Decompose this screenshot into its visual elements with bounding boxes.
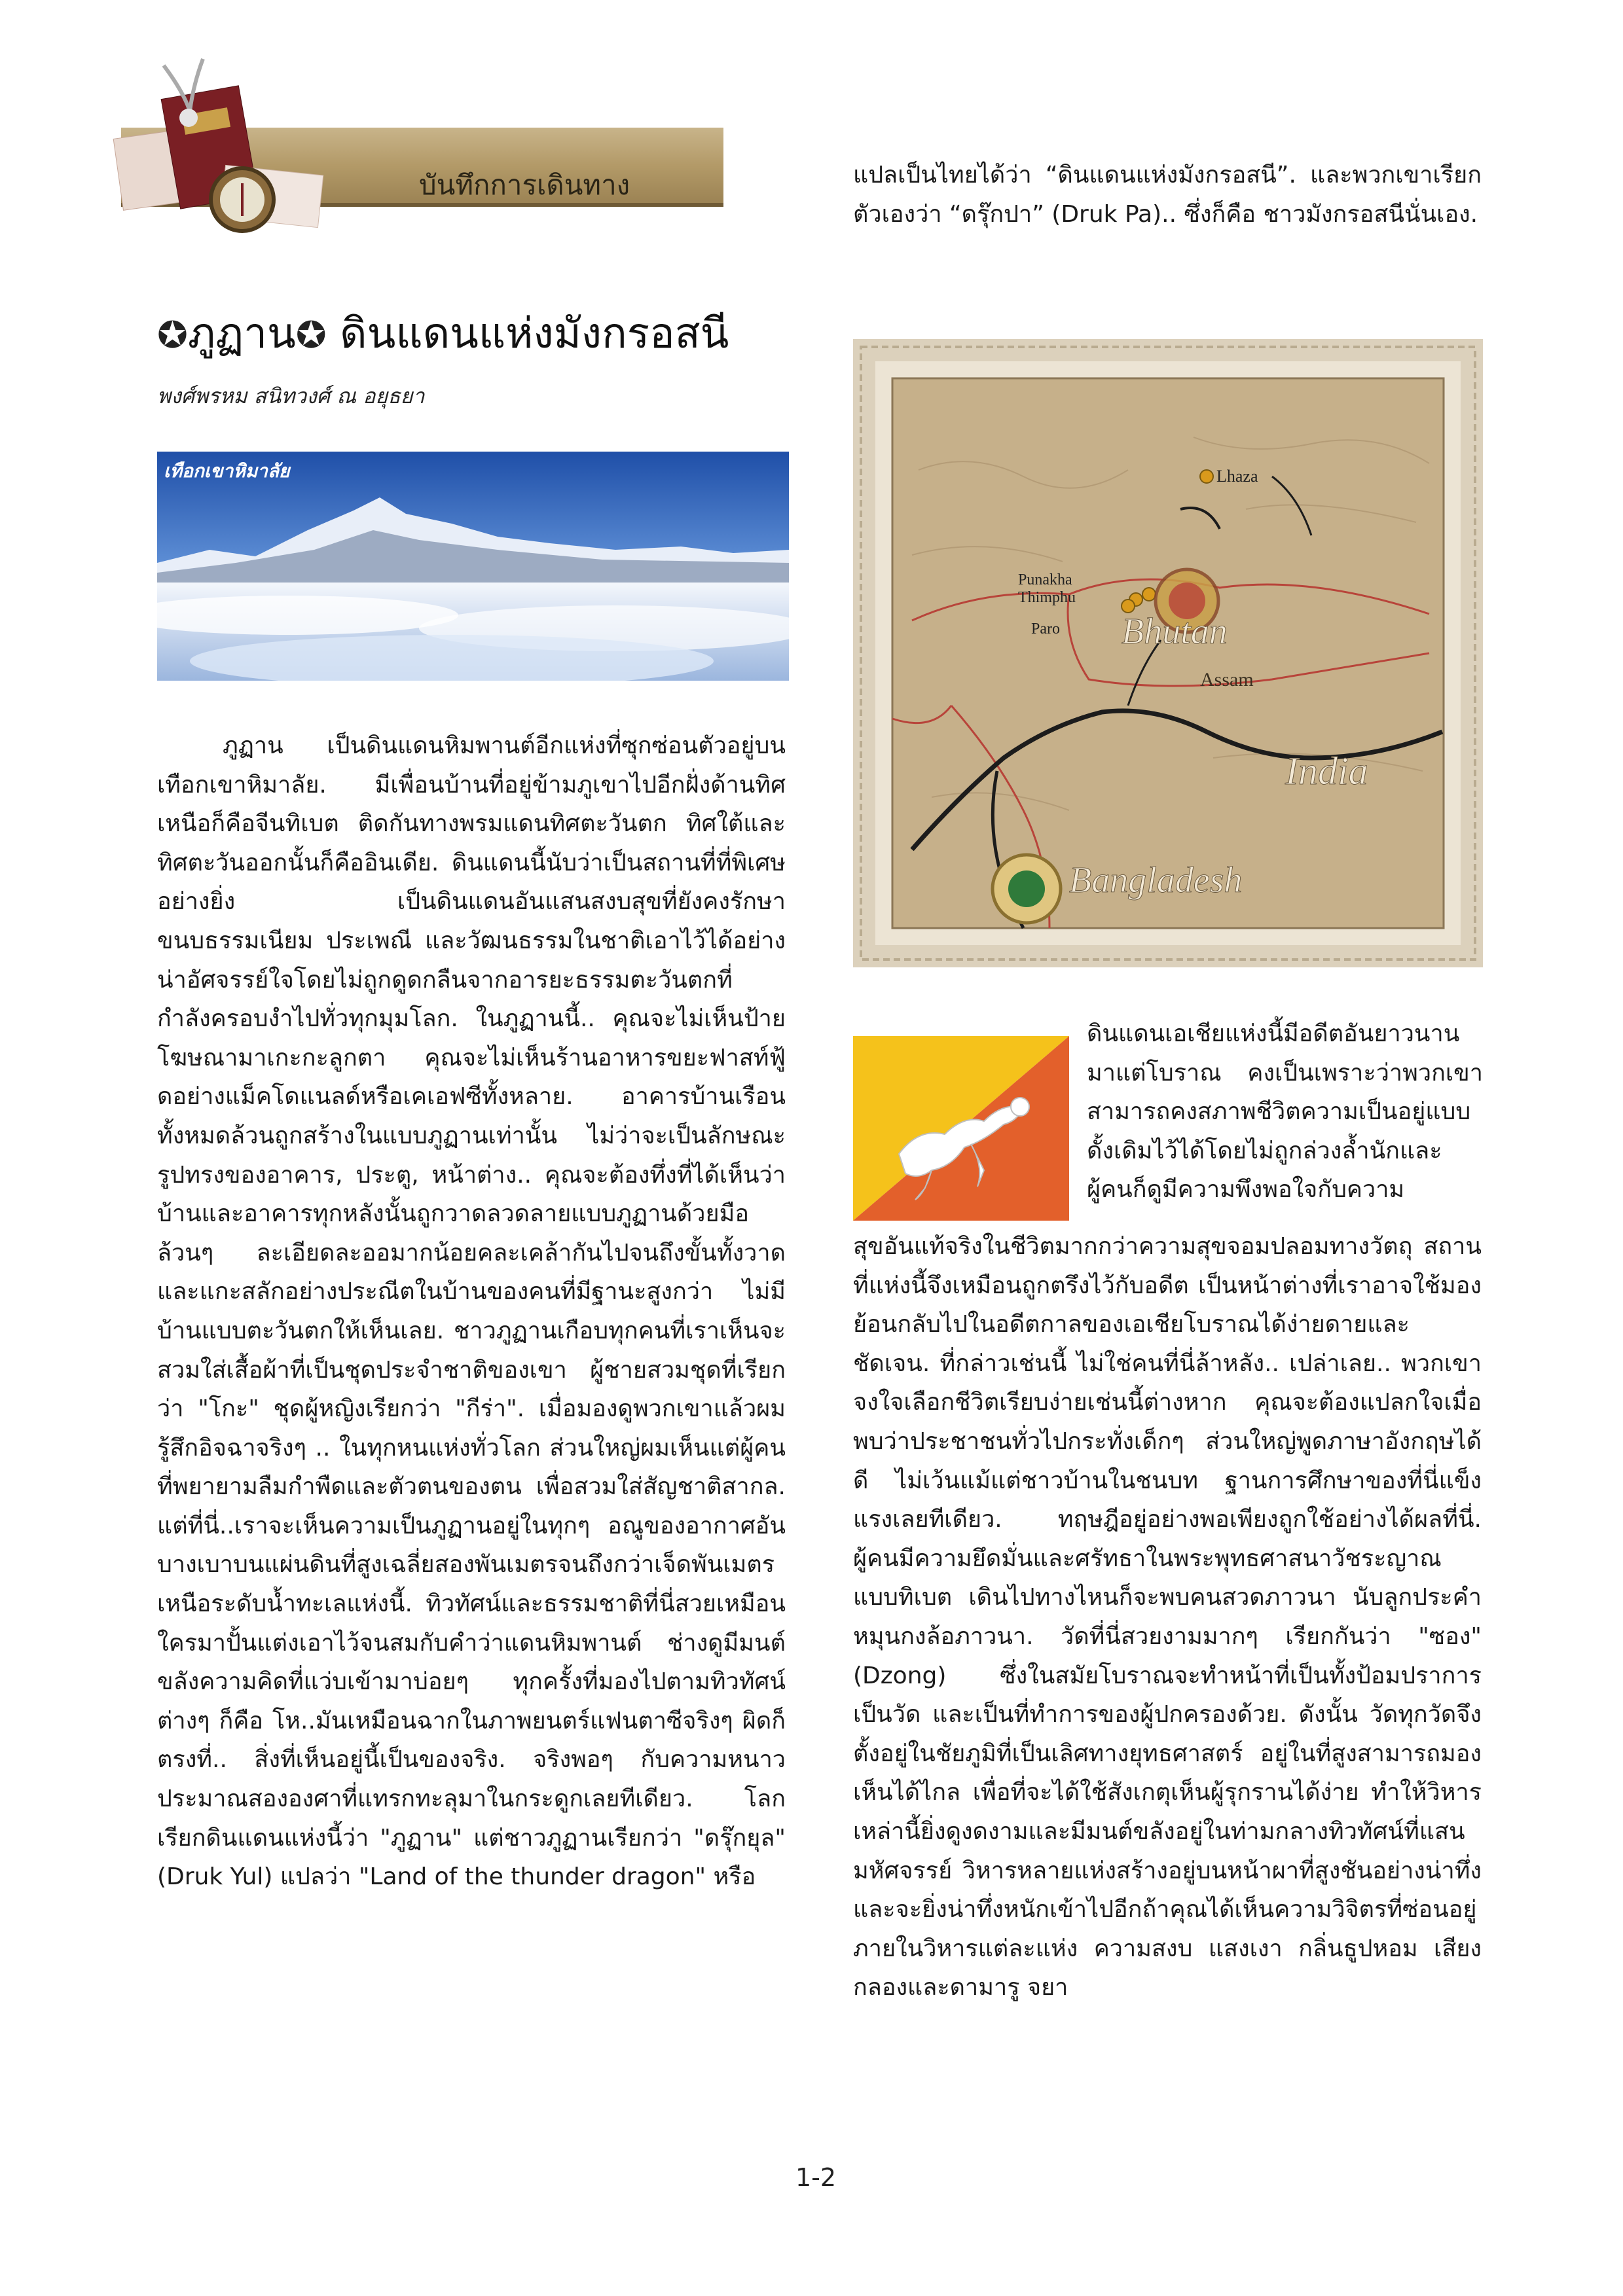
title-part-1: ภูฏาน <box>187 310 296 358</box>
map-label-india: India <box>1285 749 1368 793</box>
flag-side-text: ดินแดนเอเชียแห่งนี้มีอดีตอันยาวนานมาแต่โบราณ คงเป็นเพราะว่าพวกเขาสามารถคงสภาพชีวิตความเป็นอยู่แบบดั้งเดิมไว้ได้โดยไม่ถูกล่วงล้ำนักและผู้คนก็ดูมีความพึงพอใจกับความ <box>1087 1020 1483 1204</box>
right-column-bottom-text: สุขอันแท้จริงในชีวิตมากกว่าความสุขจอมปลอมทางวัตถุ สถานที่แห่งนี้จึงเหมือนถูกตรึงไว้กับอดีต เป็นหน้าต่างที่เราอาจใช้มองย้อนกลับไปในอดีตกาลของเอเชียโบราณได้ง่ายดายและชัดเจน. ที่กล่าวเช่นนี้ ไม่ใช่คนที่นี่ล้าหลัง.. เปล่าเลย.. พวกเขาจงใจเลือกชีวิตเรียบง่ายเช่นนี้ต่างหาก คุณจะต้องแปลกใจเมื่อพบว่าประชาชนทั่วไปกระทั่งเด็กๆ ส่วนใหญ่พูดภาษาอังกฤษได้ดี ไม่เว้นแม้แต่ชาวบ้านในชนบท ฐานการศึกษาของที่นี่แข็งแรงเลยทีเดียว. ทฤษฎีอยู่อย่างพอเพียงถูกใช้อย่างได้ผลที่นี่. ผู้คนมีความยึดมั่นและศรัทธาในพระพุทธศาสนาวัชระญาณแบบทิเบต เดินไปทางไหนก็จะพบคนสวดภาวนา นับลูกประคำ หมุนกงล้อภาวนา. วัดที่นี่สวยงามมากๆ เรียกกันว่า "ซอง" (Dzong) ซึ่งในสมัยโบราณจะทำหน้าที่เป็นทั้งป้อมปราการ เป็นวัด และเป็นที่ทำการของผู้ปกครองด้วย. ดังนั้น วัดทุกวัดจึงตั้งอยู่ในชัยภูมิที่เป็นเลิศทางยุทธศาสตร์ อยู่ในที่สูงสามารถมองเห็นได้ไกล เพื่อที่จะได้ใช้สังเกตุเห็นผู้รุกรานได้ง่าย ทำให้วิหารเหล่านี้ยิ่งดูงดงามและมีมนต์ขลังอยู่ในท่ามกลางทิวทัศน์ที่แสนมหัศจรรย์ วิหารหลายแห่งสร้างอยู่บนหน้าผาที่สูงชันอย่างน่าทึ่ง และจะยิ่งน่าทึ่งหนักเข้าไปอีกถ้าคุณได้เห็นความวิจิตรที่ซ่อนอยู่ภายในวิหารแต่ละแห่ง ความสงบ แสงเงา กลิ่นธูปหอม เสียงกลองและดามารู จยา <box>853 1233 1482 2001</box>
map-label-punakha: Punakha <box>1018 571 1072 588</box>
map-label-paro: Paro <box>1031 620 1060 637</box>
page-number: 1-2 <box>795 2163 837 2192</box>
map-label-thimphu: Thimphu <box>1018 589 1076 606</box>
right-column-top-text: แปลเป็นไทยได้ว่า “ดินแดนแห่งมังกรอสนี”. และพวกเขาเรียกตัวเองว่า “ดรุ๊กปา” (Druk Pa).. ซึ่งก็คือ ชาวมังกรอสนีนั่นเอง. <box>853 162 1482 228</box>
left-column-body: ภูฏาน เป็นดินแดนหิมพานต์อีกแห่งที่ซุกซ่อนตัวอยู่บนเทือกเขาหิมาลัย. มีเพื่อนบ้านที่อยู่ข้ามภูเขาไปอีกฝั่งด้านทิศเหนือก็คือจีนทิเบต ติดกันทางพรมแดนทิศตะวันตก ทิศใต้และทิศตะวันออกนั้นก็คืออินเดีย. ดินแดนนี้นับว่าเป็นสถานที่ที่พิเศษอย่างยิ่ง เป็นดินแดนอันแสนสงบสุขที่ยังคงรักษาขนบธรรมเนียม ประเพณี และวัฒนธรรมในชาติเอาไว้ได้อย่างน่าอัศจรรย์ใจโดยไม่ถูกดูดกลืนจากอารยะธรรมตะวันตกที่กำลังครอบงำไปทั่วทุกมุมโลก. ในภูฏานนี้.. คุณจะไม่เห็นป้ายโฆษณามาเกะกะลูกตา คุณจะไม่เห็นร้านอาหารขยะฟาสท์ฟู้ดอย่างแม็คโดแนลด์หรือเคเอฟซีทั้งหลาย. อาคารบ้านเรือนทั้งหมดล้วนถูกสร้างในแบบภูฏานเท่านั้น ไม่ว่าจะเป็นลักษณะรูปทรงของอาคาร, ประตู, หน้าต่าง.. คุณจะต้องทึ่งที่ได้เห็นว่าบ้านและอาคารทุกหลังนั้นถูกวาดลวดลายแบบภูฏานด้วยมือล้วนๆ ละเอียดละออมากน้อยคละเคล้ากันไปจนถึงขั้นทั้งวาดและแกะสลักอย่างประณีตในบ้านของคนที่มีฐานะสูงกว่า ไม่มีบ้านแบบตะวันตกให้เห็นเลย. ชาวภูฏานเกือบทุกคนที่เราเห็นจะสวมใส่เสื้อผ้าที่เป็นชุดประจำชาติของเขา ผู้ชายสวมชุดที่เรียกว่า "โกะ" ชุดผู้หญิงเรียกว่า "กีร่า". เมื่อมองดูพวกเขาแล้วผมรู้สึกอิจฉาจริงๆ .. ในทุกหนแห่งทั่วโลก ส่วนใหญ่ผมเห็นแต่ผู้คนที่พยายามลืมกำพืดและตัวตนของตน เพื่อสวมใส่สัญชาติสากล. แต่ที่นี่..เราจะเห็นความเป็นภูฏานอยู่ในทุกๆ อณูของอากาศอันบางเบาบนแผ่นดินที่สูงเฉลี่ยสองพันเมตรจนถึงกว่าเจ็ดพันเมตรเหนือระดับน้ำทะเลแห่งนี้. ทิวทัศน์และธรรมชาติที่นี่สวยเหมือนใครมาปั้นแต่งเอาไว้จนสมกับคำว่าแดนหิมพานต์ ช่างดูมีมนต์ขลังความคิดที่แว่บเข้ามาบ่อยๆ ทุกครั้งที่มองไปตามทิวทัศน์ต่างๆ ก็คือ โห..มันเหมือนฉากในภาพยนตร์แฟนตาซีจริงๆ ผิดก็ตรงที่.. สิ่งที่เห็นอยู่นี้เป็นของจริง. จริงพอๆ กับความหนาวประมาณสององศาที่แทรกทะลุมาในกระดูกเลยทีเดียว. โลกเรียกดินแดนแห่งนี้ว่า "ภูฏาน" แต่ชาวภูฏานเรียกว่า "ดรุ๊กยุล" (Druk Yul) แปลว่า "Land of the thunder dragon" หรือ <box>157 732 786 1891</box>
flower-icon: ✪ <box>157 314 188 357</box>
bhutan-flag <box>853 1036 1069 1221</box>
left-column-text <box>157 726 786 1897</box>
banner-label: บันทึกการเดินทาง <box>419 169 630 201</box>
map-label-bhutan: Bhutan <box>1122 611 1228 652</box>
map-label-bangladesh: Bangladesh <box>1069 860 1243 901</box>
map-label-lhaza: Lhaza <box>1216 467 1258 486</box>
bhutan-map <box>853 339 1483 967</box>
author-byline: พงศ์พรหม สนิทวงศ์ ณ อยุธยา <box>157 384 425 408</box>
flower-icon: ✪ <box>295 314 327 357</box>
himalaya-photo <box>157 452 789 681</box>
photo-caption: เทือกเขาหิมาลัย <box>164 460 290 482</box>
title-part-2: ดินแดนแห่งมังกรอสนี <box>340 310 729 358</box>
map-label-assam: Assam <box>1200 669 1254 691</box>
travel-collage-image <box>111 52 327 249</box>
article-title <box>157 300 729 367</box>
